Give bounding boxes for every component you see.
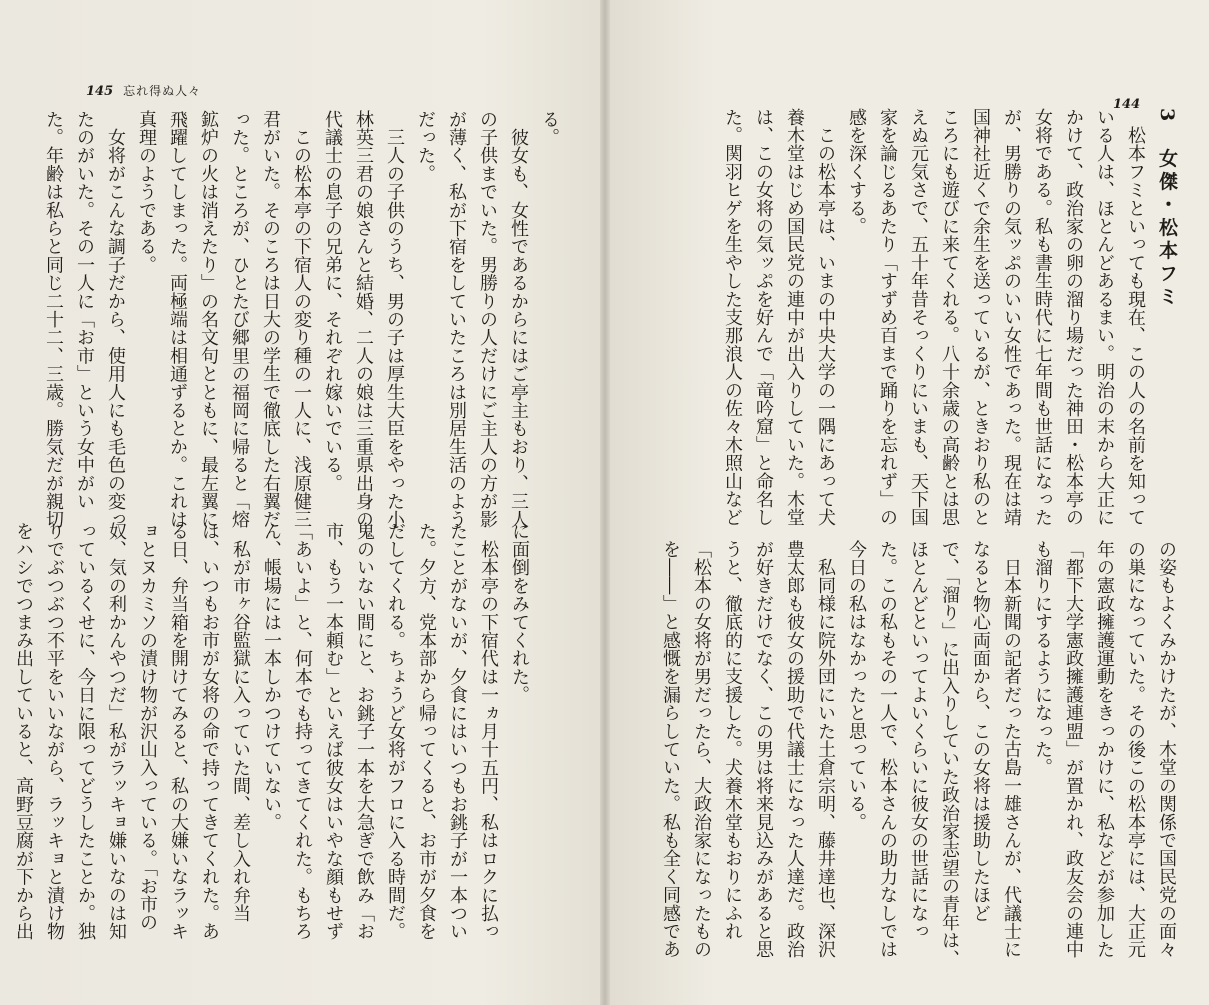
text-line: た。関羽ヒゲを生やした支那浪人の佐々木照山など	[722, 108, 743, 527]
text-line: の姿もよくみかけたが、木堂の関係で国民党の面々	[1156, 540, 1177, 959]
text-line: た。年齢は私らと同じ二十二、三歳。勝気だが親切	[43, 110, 64, 529]
right-lower-text	[660, 540, 1182, 968]
text-line: うと、徹底的に支援した。犬養木堂もおりにふれ	[722, 540, 743, 941]
text-line: の子供までいた。男勝りの人だけにご主人の方が影	[477, 110, 498, 529]
text-line: 代議士の息子の兄弟に、それぞれ嫁いでいる。	[322, 110, 343, 493]
text-line: えぬ元気さで、五十年昔そっくりにいまも、天下国	[908, 108, 929, 527]
text-line: この松本亭は、いまの中央大学の一隅にあって犬	[815, 108, 836, 527]
text-line: 私が市ヶ谷監獄に入っていた間、差し入れ弁当	[230, 522, 251, 923]
text-line: 松本亭の下宿代は一ヵ月十五円、私はロクに払っ	[478, 522, 499, 941]
text-line: をハシでつまみ出していると、高野豆腐が下から出	[13, 522, 34, 941]
text-line: を――」と感慨を漏らしていた。私も全く同感であ	[660, 540, 681, 959]
text-line: 「あいよ」と、何本でも持ってきてくれた。もちろ	[292, 522, 313, 941]
text-line: ん、帳場には一本しかつけていない。	[261, 522, 282, 832]
text-line: りでぶつぶつ不平をいいながら、ラッキョと漬け物	[44, 522, 65, 941]
text-line: 君がいた。そのころは日大の学生で徹底した右翼だ	[260, 110, 281, 529]
text-line: が、男勝りの気ッぷのいい女性であった。現在は靖	[1001, 108, 1022, 527]
text-line: なると物心両面から、この女将は援助したほど	[970, 540, 991, 923]
text-line: 感を深くする。	[846, 108, 867, 236]
text-line: 家を論じるあたり「すずめ百まで踊りを忘れず」の	[877, 108, 898, 527]
text-line: る日、弁当箱を開けてみると、私の大嫌いなラッキ	[168, 522, 189, 941]
text-line: 真理のようである。	[136, 110, 157, 274]
right-page-number: 144	[1113, 97, 1141, 112]
text-line: ころにも遊びに来てくれる。八十余歳の高齢とは思	[939, 108, 960, 527]
text-line: 女将がこんな調子だから、使用人にも毛色の変っ	[105, 110, 126, 529]
text-line: 飛躍してしまった。両極端は相通ずるとか。これは	[167, 110, 188, 529]
text-line: た。この私もその一人で、松本さんの助力なしでは	[877, 540, 898, 959]
right-upper-text	[692, 108, 1182, 527]
text-line: った。ところが、ひとたび郷里の福岡に帰ると「熔	[229, 110, 250, 529]
text-line: が好きだけでなく、この男は将来見込みがあると思	[753, 540, 774, 959]
text-line: た。夕方、党本部から帰ってくると、お市が夕食を	[416, 522, 437, 941]
text-line: いる人は、ほとんどあるまい。明治の末から大正に	[1094, 108, 1115, 527]
text-line: 国神社近くで余生を送っているが、ときおり私のと	[970, 108, 991, 527]
text-line: 市、もう一本頼む」といえば彼女はいやな顔もせず	[323, 522, 344, 941]
text-line: 三人の子供のうち、男の子は厚生大臣をやった小	[384, 110, 405, 529]
text-line: で、「溜り」に出入りしていた政治家志望の青年は、	[939, 540, 960, 968]
text-line: 豊太郎も彼女の援助で代議士になった人達だ。政治	[784, 540, 805, 959]
running-title: 忘れ得ぬ人々	[123, 84, 202, 98]
text-line: だった。	[415, 110, 436, 183]
text-line: 奴、気の利かんやつだ」私がラッキョ嫌いなのは知	[106, 522, 127, 941]
text-line: は、この女将の気ッぷを好んで「竜吟窟」と命名し	[753, 108, 774, 527]
text-line: 女将である。私も書生時代に七年間も世話になった	[1032, 108, 1053, 527]
text-line: も溜りにするようになった。	[1032, 540, 1053, 777]
text-line: の巣になっていた。その後この松本亭には、大正元	[1125, 540, 1146, 959]
text-line: 「松本の女将が男だったら、大政治家になったもの	[691, 540, 712, 959]
text-line: 日本新聞の記者だった古島一雄さんが、代議士に	[1001, 540, 1022, 959]
text-line: っているくせに、今日に限ってどうしたことか。独	[75, 522, 96, 941]
text-line: 松本フミといっても現在、この人の名前を知って	[1125, 108, 1146, 527]
text-line: だしてくれる。ちょうど女将がフロに入る時間だ。	[385, 522, 406, 941]
text-line: 年の憲政擁護運動をきっかけに、私などが参加した	[1094, 540, 1115, 959]
text-line: は、いつもお市が女将の命で持ってきてくれた。あ	[199, 522, 220, 941]
text-line: たのがいた。その一人に「お市」という女中がい	[74, 110, 95, 511]
book-gutter	[600, 0, 610, 1005]
section-heading: 3 女傑・松本フミ	[1156, 108, 1178, 310]
text-line: 「都下大学憲政擁護連盟」が置かれ、政友会の連中	[1063, 540, 1084, 959]
text-line: 私同様に院外団にいた土倉宗明、藤井達也、深沢	[815, 540, 836, 959]
text-line: かけて、政治家の卵の溜り場だった神田・松本亭の	[1063, 108, 1084, 527]
text-line: 鬼のいない間にと、お銚子一本を大急ぎで飲み「お	[354, 522, 375, 941]
text-line: 鉱炉の火は消えたり」の名文句とともに、最左翼に	[198, 110, 219, 529]
text-line: 今日の私はなかったと思っている。	[846, 540, 867, 832]
text-line: ほとんどといってよいくらいに彼女の世話になっ	[908, 540, 929, 941]
left-page-number: 145	[86, 84, 114, 99]
text-line: 林英三君の娘さんと結婚、二人の娘は三重県出身の	[353, 110, 374, 529]
left-running-header	[86, 82, 201, 99]
text-line: 彼女も、女性であるからにはご亭主もおり、三人	[508, 110, 529, 529]
text-line: 養木堂はじめ国民党の連中が出入りしていた。木堂	[784, 108, 805, 527]
left-upper-text	[43, 110, 565, 529]
left-lower-text	[13, 522, 535, 941]
text-line: る。	[539, 110, 560, 147]
text-line: ョとヌカミソの漬け物が沢山入っている。「お市の	[137, 522, 158, 932]
text-line: に面倒をみてくれた。	[509, 522, 530, 704]
text-line: この松本亭の下宿人の変り種の一人に、浅原健三	[291, 110, 312, 529]
text-line: たことがないが、夕食にはいつもお銚子が一本つい	[447, 522, 468, 941]
text-line: が薄く、私が下宿をしていたころは別居生活のよう	[446, 110, 467, 529]
